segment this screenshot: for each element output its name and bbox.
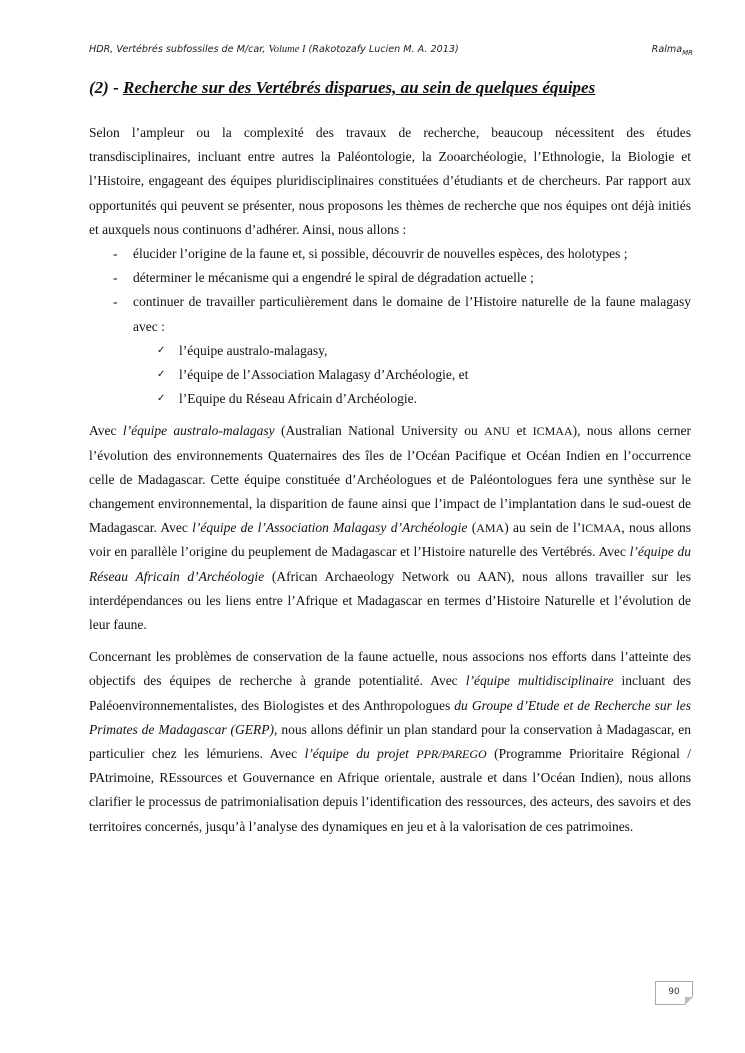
header-left: HDR, Vertébrés subfossiles de M/car, Volume I (Rakotozafy Lucien M. A. 2013) xyxy=(89,44,459,55)
list-item: - déterminer le mécanisme qui a engendré le spiral de dégradation actuelle ; xyxy=(133,266,691,290)
list-item: ✓ l’équipe de l’Association Malagasy d’Archéologie, et xyxy=(179,363,691,387)
conservation-paragraph: Concernant les problèmes de conservation de la faune actuelle, nous associons nos efforts dans l’atteinte des objectifs des équipes de recherche à grande potentialité. Avec l’équipe multidisciplinaire incluant des Paléoenvironnementalistes, des Biologistes et des Anthropologues du Groupe d’Etude et de Recherche sur les Primates de Madagascar (GERP), nous allons définir un plan standard pour la conservation à Madagascar, en particulier chez les lémuriens. Avec l’équipe du projet PPR/PAREGO (Programme Prioritaire Régional / PAtrimoine, REssources et Gouvernance en Afrique orientale, australe et dans l’Océan Indien), nous allons clarifier le processus de patrimonialisation depuis l’identification des ressources, des acteurs, des savoirs et des territoires concernés, jusqu’à l’analyse des dynamiques en jeu et à la valorisation de ces patrimoines. xyxy=(89,649,691,834)
checkmark-icon: ✓ xyxy=(157,344,166,356)
document-body xyxy=(89,121,691,839)
checkmark-icon: ✓ xyxy=(157,369,166,381)
teams-list xyxy=(133,339,691,412)
header-right: Ralma$_{MR}$ xyxy=(651,44,693,57)
running-header xyxy=(89,44,693,57)
australo-malagasy-paragraph: Avec l’équipe australo-malagasy (Australian National University ou ANU et ICMAA), nous allons cerner l’évolution des environnements Quaternaires des îles de l’Océan Pacifique et Océan Indien en l’occurrence celle de Madagascar. Cette équipe constituée d’Archéologues et de Paléontologues fera une synthèse sur le changement environnemental, la disparition de faune ainsi que l’impact de l’implantation dans le sud-ouest de Madagascar. Avec l’équipe de l’Association Malagasy d’Archéologie (AMA) au sein de l’ICMAA, nous allons voir en parallèle l’origine du peuplement de Madagascar et l’Histoire naturelle des Vertébrés. Avec l’équipe du Réseau Africain d’Archéologie (African Archaeology Network ou AAN), nous allons travailler sur les interdépendances ou les liens entre l’Afrique et Madagascar en termes d’Histoire Naturelle et l’évolution de leur faune. xyxy=(89,423,692,633)
section-title: (2) - Recherche sur des Vertébrés disparues, au sein de quelques équipes xyxy=(89,78,596,97)
list-item: - continuer de travailler particulièrement dans le domaine de l’Histoire naturelle de la faune malagasy avec : ✓ l’équipe australo-malagasy, ✓ l’équipe de l’Association Malagasy d’Archéologie, et ✓ l’Equipe du Réseau Africain d’Archéologie. xyxy=(133,290,691,411)
list-item: ✓ l’équipe australo-malagasy, xyxy=(179,339,691,363)
list-item: - élucider l’origine de la faune et, si possible, découvrir de nouvelles espèces, des holotypes ; xyxy=(133,242,691,266)
page-number: 90 xyxy=(655,981,693,1005)
intro-paragraph: Selon l’ampleur ou la complexité des travaux de recherche, beaucoup nécessitent des études transdisciplinaires, incluant entre autres la Paléontologie, la Zooarchéologie, l’Ethnologie, la Biologie et l’Histoire, engageant des équipes pluridisciplinaires constituées d’étudiants et de chercheurs. Par rapport aux opportunités qui peuvent se présenter, nous proposons les thèmes de recherche que nos équipes ont déjà initiés et auxquels nous continuons d’adhérer. Ainsi, nous allons : xyxy=(89,125,691,237)
page-curl-icon xyxy=(685,997,693,1005)
checkmark-icon: ✓ xyxy=(157,393,166,405)
header-volume: Volume I xyxy=(268,44,306,55)
list-item: ✓ l’Equipe du Réseau Africain d’Archéologie. xyxy=(179,387,691,411)
objectives-list xyxy=(89,242,691,411)
